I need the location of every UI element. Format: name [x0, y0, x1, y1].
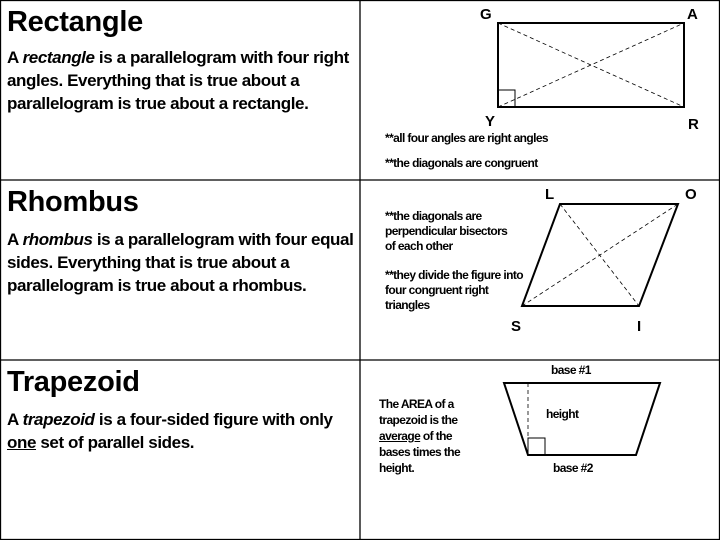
vertex-label-i: I — [637, 318, 642, 335]
vertex-label-r: R — [688, 116, 699, 133]
rhombus-title: Rhombus — [7, 186, 139, 218]
trapezoid-figure — [504, 383, 660, 455]
rhombus-figure — [522, 204, 678, 306]
base-2-label: base #2 — [553, 461, 593, 475]
vertex-label-g: G — [480, 6, 492, 23]
trapezoid-title: Trapezoid — [7, 366, 140, 398]
rectangle-note: **all four angles are right angles — [385, 131, 548, 145]
rhombus-note: **they divide the figure into four congruent right triangles — [385, 268, 523, 312]
rectangle-figure — [498, 23, 684, 107]
rectangle-title: Rectangle — [7, 6, 143, 38]
rhombus-note: **the diagonals are perpendicular bisectors of each other — [385, 209, 508, 253]
rhombus-description: A rhombus is a parallelogram with four equal sides. Everything that is true about a parallelogram is true about a rhombus. — [7, 230, 354, 295]
vertex-label-l: L — [545, 186, 555, 203]
base-1-label: base #1 — [551, 363, 591, 377]
vertex-label-a: A — [687, 6, 698, 23]
rectangle-note: **the diagonals are congruent — [385, 156, 538, 170]
vertex-label-o: O — [685, 186, 697, 203]
trapezoid-area-note: The AREA of a trapezoid is the average of the bases times the height. — [379, 397, 461, 475]
rectangle-description: A rectangle is a parallelogram with four right angles. Everything that is true about a parallelogram is true about a rectangle. — [7, 48, 349, 113]
vertex-label-y: Y — [485, 113, 496, 130]
height-label: height — [546, 407, 579, 421]
trapezoid-description: A trapezoid is a four-sided figure with only one set of parallel sides. — [7, 410, 333, 452]
vertex-label-s: S — [511, 318, 522, 335]
